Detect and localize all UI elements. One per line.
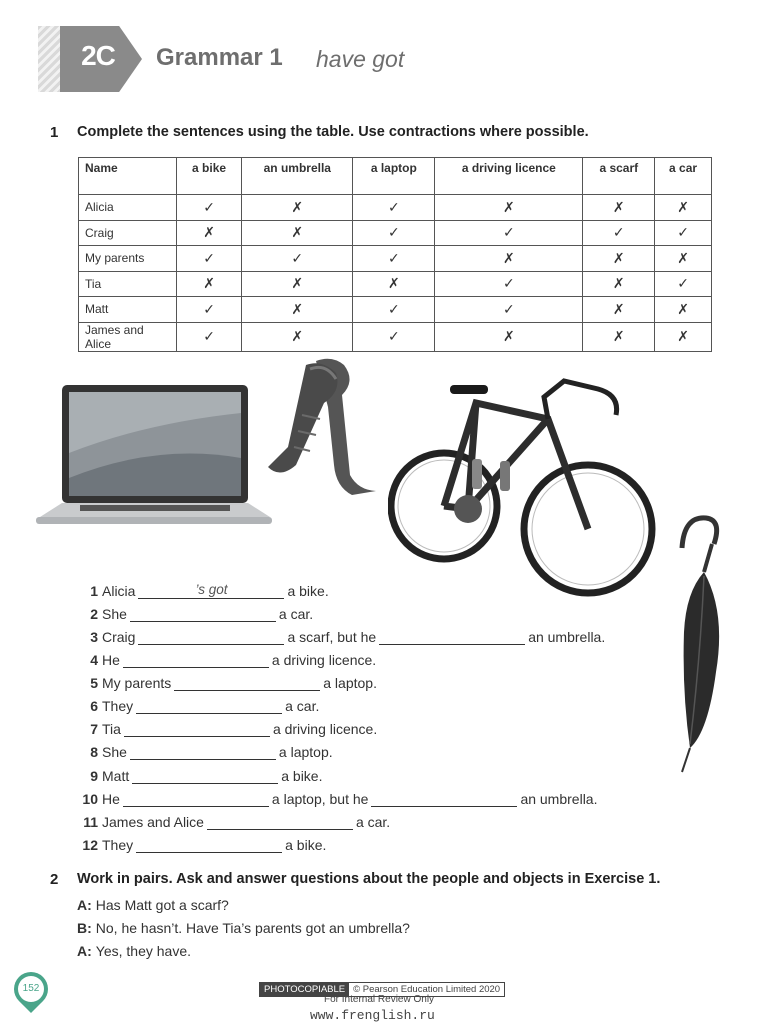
table-cell-mark: ✗	[583, 297, 655, 323]
dialogue-line	[77, 897, 229, 913]
sentence-text: a bike.	[287, 583, 329, 599]
sentence-number: 11	[83, 814, 98, 830]
table-cell-name: My parents	[79, 246, 177, 272]
sentence-number: 7	[90, 721, 98, 737]
sentence-text: a car.	[285, 698, 320, 714]
page-subtitle: have got	[316, 46, 405, 72]
table-cell-mark: ✗	[655, 297, 712, 323]
table-cell-mark: ✗	[583, 271, 655, 297]
sentence-text: Alicia	[102, 583, 136, 599]
table-cell-mark: ✓	[353, 246, 435, 272]
sentence-item	[76, 808, 390, 830]
dialogue-speaker: A:	[77, 943, 92, 959]
table-cell-name: Tia	[79, 271, 177, 297]
table-header: a bike	[177, 158, 242, 195]
table-header: a car	[655, 158, 712, 195]
sentence-text: a laptop, but he	[271, 791, 369, 807]
table-row	[79, 220, 712, 246]
sentence-text: a driving licence.	[271, 652, 377, 668]
table-row	[79, 271, 712, 297]
sentence-text: They	[102, 698, 134, 714]
table-row	[79, 297, 712, 323]
sentence-number: 8	[90, 744, 98, 760]
table-cell-mark: ✗	[583, 246, 655, 272]
sentence-text: Tia	[102, 721, 121, 737]
dialogue-text: Yes, they have.	[95, 943, 191, 959]
table-cell-mark: ✓	[655, 220, 712, 246]
sentence-text: Craig	[102, 629, 136, 645]
sentence-number: 5	[90, 675, 98, 691]
sentence-text: a laptop.	[323, 675, 377, 691]
table-cell-mark: ✓	[177, 195, 242, 221]
table-cell-mark: ✗	[242, 271, 353, 297]
table-cell-mark: ✗	[435, 322, 583, 351]
table-cell-mark: ✗	[655, 195, 712, 221]
table-cell-mark: ✓	[353, 220, 435, 246]
sentence-item	[76, 715, 377, 737]
table-cell-name: Craig	[79, 220, 177, 246]
unit-badge-stripe	[38, 26, 60, 92]
table-cell-mark: ✓	[435, 220, 583, 246]
sentence-number: 3	[90, 629, 98, 645]
table-cell-name: Matt	[79, 297, 177, 323]
sentence-text: a car.	[355, 814, 391, 830]
sentence-text: a bike.	[285, 837, 327, 853]
answer-blank[interactable]	[132, 767, 278, 784]
table-header: a driving licence	[435, 158, 583, 195]
unit-code: 2C	[81, 40, 115, 71]
table-header: a laptop	[353, 158, 435, 195]
umbrella-picture	[676, 512, 728, 774]
table-cell-mark: ✗	[583, 195, 655, 221]
exercise-2-instruction: Work in pairs. Ask and answer questions about the people and objects in Exercise 1.	[77, 871, 661, 887]
table-cell-mark: ✗	[435, 246, 583, 272]
dialogue-line	[77, 920, 410, 936]
table-cell-mark: ✗	[655, 322, 712, 351]
table-cell-mark: ✓	[435, 297, 583, 323]
answer-blank[interactable]: ’s got	[138, 582, 284, 599]
table-cell-mark: ✓	[353, 322, 435, 351]
sentence-number: 4	[90, 652, 98, 668]
answer-blank[interactable]	[371, 790, 517, 807]
table-cell-mark: ✓	[583, 220, 655, 246]
sentence-number: 1	[90, 583, 98, 599]
table-cell-mark: ✓	[353, 195, 435, 221]
table-cell-mark: ✓	[177, 297, 242, 323]
exercise-1-number: 1	[50, 124, 59, 141]
sentence-item	[76, 692, 319, 714]
sentence-item	[76, 738, 333, 760]
sentence-text: a bike.	[281, 768, 323, 784]
sentence-text: She	[102, 606, 127, 622]
table-row	[79, 322, 712, 351]
review-note: For Internal Review Only	[324, 994, 435, 1005]
photocopiable-label: PHOTOCOPIABLE	[260, 983, 349, 996]
sentence-text: She	[102, 744, 127, 760]
sentence-text: a scarf, but he	[287, 629, 377, 645]
answer-blank[interactable]	[207, 813, 353, 830]
sentence-number: 2	[90, 606, 98, 622]
table-header-row	[79, 158, 712, 195]
table-cell-mark: ✓	[242, 246, 353, 272]
table-cell-mark: ✗	[655, 246, 712, 272]
table-cell-mark: ✗	[242, 195, 353, 221]
sentence-text: James and Alice	[102, 814, 204, 830]
sentence-text: a driving licence.	[272, 721, 378, 737]
laptop-picture	[36, 383, 272, 533]
table-header: an umbrella	[242, 158, 353, 195]
sentence-item	[76, 600, 313, 622]
answer-blank[interactable]	[136, 836, 282, 853]
scarf-picture	[266, 355, 382, 495]
sentence-text: a laptop.	[278, 744, 333, 760]
sentence-item	[76, 669, 377, 691]
page-number: 152	[18, 976, 44, 1002]
bike-picture	[388, 359, 658, 614]
table-cell-mark: ✓	[435, 271, 583, 297]
possessions-table	[78, 157, 712, 352]
sentence-item	[76, 831, 326, 853]
sentence-number: 9	[90, 768, 98, 784]
answer-blank[interactable]	[123, 790, 269, 807]
sentence-text: My parents	[102, 675, 172, 691]
answer-blank[interactable]	[130, 743, 276, 760]
table-cell-mark: ✗	[177, 220, 242, 246]
sentence-item	[76, 577, 329, 599]
table-cell-mark: ✗	[353, 271, 435, 297]
sentence-item	[76, 646, 376, 668]
exercise-1-instruction: Complete the sentences using the table. Use contractions where possible.	[77, 124, 589, 140]
answer-blank[interactable]	[123, 651, 269, 668]
dialogue-speaker: A:	[77, 897, 92, 913]
sentence-number: 10	[82, 791, 98, 807]
sentence-number: 12	[82, 837, 98, 853]
table-row	[79, 195, 712, 221]
sentence-item	[76, 623, 605, 645]
sentence-item	[76, 762, 322, 784]
dialogue-speaker: B:	[77, 920, 92, 936]
sentence-number: 6	[90, 698, 98, 714]
answer-blank[interactable]	[130, 605, 276, 622]
table-cell-mark: ✗	[242, 220, 353, 246]
table-header: Name	[79, 158, 177, 195]
answer-blank[interactable]	[136, 697, 282, 714]
table-cell-mark: ✓	[177, 246, 242, 272]
dialogue-text: No, he hasn’t. Have Tia’s parents got an umbrella?	[95, 920, 410, 936]
answer-blank[interactable]	[174, 674, 320, 691]
site-url: www.frenglish.ru	[310, 1008, 435, 1023]
table-cell-name: Alicia	[79, 195, 177, 221]
exercise-2-number: 2	[50, 871, 59, 888]
table-row	[79, 246, 712, 272]
sentence-item	[76, 785, 597, 807]
table-cell-mark: ✗	[177, 271, 242, 297]
sentence-text: He	[102, 791, 120, 807]
sentence-text: He	[102, 652, 120, 668]
table-cell-mark: ✗	[583, 322, 655, 351]
page-title: Grammar 1	[156, 44, 283, 71]
copyright-holder: © Pearson Education Limited 2020	[353, 984, 501, 995]
sentence-text: an umbrella.	[520, 791, 598, 807]
answer-blank[interactable]	[379, 628, 525, 645]
table-cell-mark: ✗	[435, 195, 583, 221]
table-cell-mark: ✗	[242, 297, 353, 323]
table-cell-mark: ✓	[655, 271, 712, 297]
sentence-text: a car.	[278, 606, 314, 622]
table-cell-mark: ✗	[242, 322, 353, 351]
answer-blank[interactable]	[138, 628, 284, 645]
table-cell-mark: ✓	[177, 322, 242, 351]
sentence-text: an umbrella.	[528, 629, 606, 645]
dialogue-line	[77, 943, 191, 959]
answer-blank[interactable]	[124, 720, 270, 737]
table-cell-name: James and Alice	[79, 322, 177, 351]
table-cell-mark: ✓	[353, 297, 435, 323]
dialogue-text: Has Matt got a scarf?	[95, 897, 229, 913]
sentence-text: Matt	[102, 768, 130, 784]
sentence-text: They	[102, 837, 134, 853]
table-header: a scarf	[583, 158, 655, 195]
